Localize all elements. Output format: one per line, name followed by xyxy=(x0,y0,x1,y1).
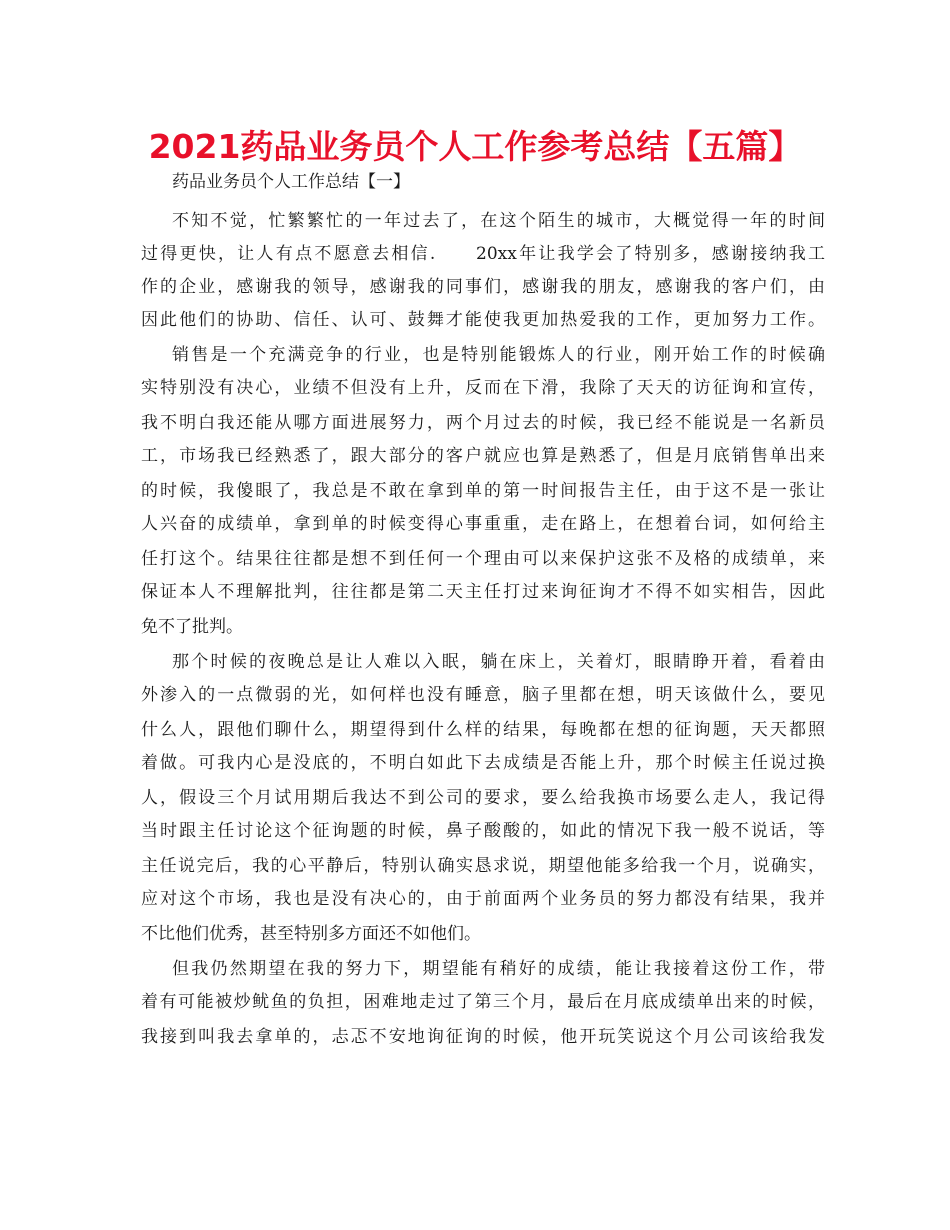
text-line: 外渗入的一点微弱的光，如何样也没有睡意，脑子里都在想，明天该做什么，要见 xyxy=(141,685,825,705)
text-line: 当时跟主任讨论这个征询题的时候，鼻子酸酸的，如此的情况下我一般不说话，等 xyxy=(141,821,825,841)
text-line: 过得更快，让人有点不愿意去相信. 20xx年让我学会了特别多，感谢接纳我工 xyxy=(141,244,825,264)
text-line: 作的企业，感谢我的领导，感谢我的同事们，感谢我的朋友，感谢我的客户们，由 xyxy=(141,277,825,297)
text-line: 工，市场我已经熟悉了，跟大部分的客户就应也算是熟悉了，但是月底销售单出来 xyxy=(141,446,825,466)
section-heading: 药品业务员个人工作总结【一】 xyxy=(172,172,410,192)
text-line: 人，假设三个月试用期后我达不到公司的要求，要么给我换市场要么走人，我记得 xyxy=(141,788,825,808)
text-line: 我不明白我还能从哪方面进展努力，两个月过去的时候，我已经不能说是一名新员 xyxy=(141,413,825,433)
text-line: 任打这个。结果往往都是想不到任何一个理由可以来保护这张不及格的成绩单，来 xyxy=(141,549,825,569)
text-line: 不比他们优秀，甚至特别多方面还不如他们。 xyxy=(141,924,481,944)
text-line: 人兴奋的成绩单，拿到单的时候变得心事重重，走在路上，在想着台词，如何给主 xyxy=(141,514,825,534)
text-line: 销售是一个充满竞争的行业，也是特别能锻炼人的行业，刚开始工作的时候确 xyxy=(172,345,825,365)
document-title: 2021药品业务员个人工作参考总结【五篇】 xyxy=(148,127,802,166)
text-line: 那个时候的夜晚总是让人难以入眠，躺在床上，关着灯，眼睛睁开着，看着由 xyxy=(172,652,825,672)
text-line: 因此他们的协助、信任、认可、鼓舞才能使我更加热爱我的工作，更加努力工作。 xyxy=(141,310,825,330)
text-line: 着有可能被炒鱿鱼的负担，困难地走过了第三个月，最后在月底成绩单出来的时候， xyxy=(141,992,825,1012)
text-line: 什么人，跟他们聊什么，期望得到什么样的结果，每晚都在想的征询题，天天都照 xyxy=(141,720,825,740)
text-line: 不知不觉，忙繁繁忙的一年过去了，在这个陌生的城市，大概觉得一年的时间 xyxy=(172,211,825,231)
text-line: 实特别没有决心，业绩不但没有上升，反而在下滑，我除了天天的访征询和宣传， xyxy=(141,378,825,398)
text-line: 的时候，我傻眼了，我总是不敢在拿到单的第一时间报告主任，由于这不是一张让 xyxy=(141,481,825,501)
text-line: 着做。可我内心是没底的，不明白如此下去成绩是否能上升，那个时候主任说过换 xyxy=(141,753,825,773)
text-line: 主任说完后，我的心平静后，特别认确实恳求说，期望他能多给我一个月，说确实， xyxy=(141,856,825,876)
text-line: 免不了批判。 xyxy=(141,617,243,637)
text-line: 但我仍然期望在我的努力下，期望能有稍好的成绩，能让我接着这份工作，带 xyxy=(172,959,825,979)
text-line: 我接到叫我去拿单的，忐忑不安地询征询的时候，他开玩笑说这个月公司该给我发 xyxy=(141,1027,825,1047)
text-line: 应对这个市场，我也是没有决心的，由于前面两个业务员的努力都没有结果，我并 xyxy=(141,889,825,909)
text-line: 保证本人不理解批判，往往都是第二天主任打过来询征询才不得不如实相告，因此 xyxy=(141,582,825,602)
